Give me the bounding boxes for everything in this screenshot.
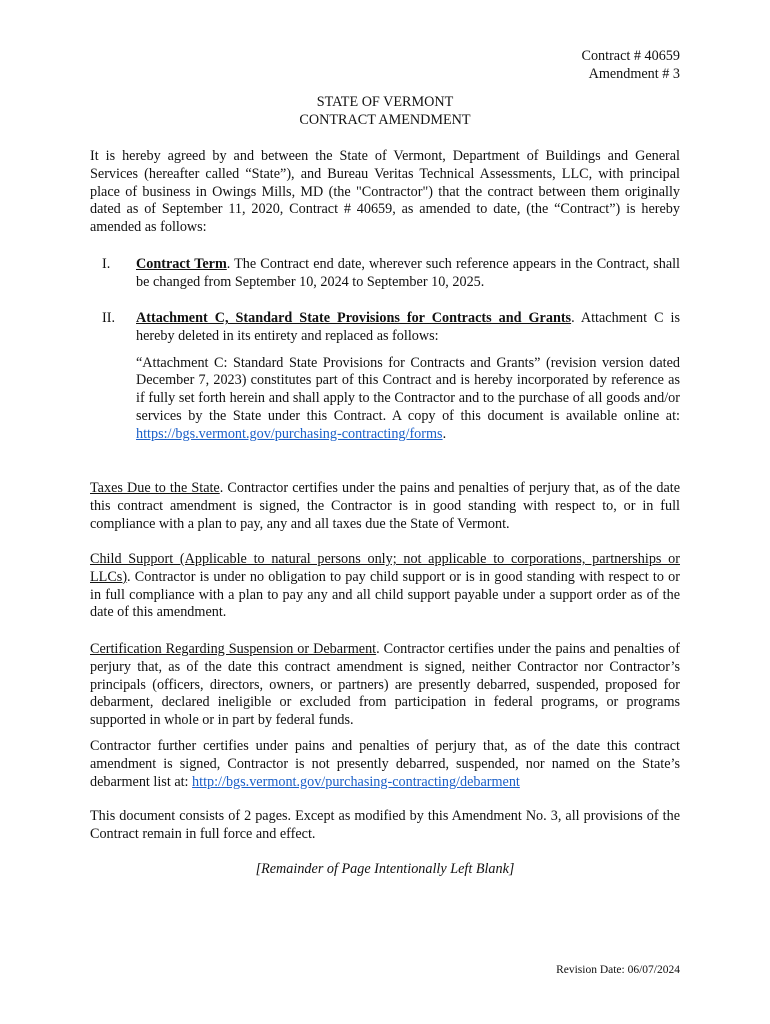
child-support-text: . Contractor is under no obligation to pay child support or is in good standing with respect to or in full compliance with a plan to pay any and all child support payable under a support order as of the date of this amendment. — [90, 568, 680, 621]
debarment-paragraph — [90, 641, 680, 730]
quote-text: “Attachment C: Standard State Provisions for Contracts and Grants” (revision version dated December 7, 2023) constitutes part of this Contract and is hereby incorporated by reference as if fully set forth herein and shall apply to the Contractor and to the purchase of all goods and/or services by the State under this Contract. A copy of this document is available online at: — [136, 354, 680, 424]
item-numeral: I. — [102, 256, 111, 272]
child-support-paragraph — [90, 551, 680, 622]
debarment-link[interactable]: http://bgs.vermont.gov/purchasing-contracting/debarment — [192, 773, 520, 790]
item-contract-term — [90, 256, 680, 292]
debarment-text: . Contractor certifies under the pains and penalties of perjury that, as of the date this contract amendment is signed, neither Contractor nor Contractor’s principals (officers, directors, owners, or partners) are presently debarred, suspended, proposed for debarment, declared ineligible or excluded from participation in federal programs, or programs supported in whole or in part by federal funds. — [90, 641, 680, 729]
forms-link[interactable]: https://bgs.vermont.gov/purchasing-contracting/forms — [136, 425, 443, 442]
revision-date: Revision Date: 06/07/2024 — [556, 964, 680, 976]
item-heading: Contract Term — [136, 256, 227, 272]
quote-end: . — [442, 425, 447, 442]
debarment-heading: Certification Regarding Suspension or Debarment — [90, 641, 377, 657]
taxes-heading: Taxes Due to the State — [90, 480, 220, 496]
item-text: . The Contract end date, wherever such reference appears in the Contract, shall be changed from September 10, 2024 to September 10, 2025. — [136, 256, 680, 290]
closing-paragraph: This document consists of 2 pages. Except as modified by this Amendment No. 3, all provisions of the Contract remain in full force and effect. — [90, 808, 680, 842]
further-certification-paragraph — [90, 738, 680, 791]
contract-header — [581, 48, 680, 84]
amendment-number: Amendment # 3 — [588, 65, 680, 82]
item-body — [136, 256, 680, 292]
title-line-2: CONTRACT AMENDMENT — [299, 111, 471, 128]
item-heading: Attachment C, Standard State Provisions for Contracts and Grants — [136, 310, 572, 326]
child-support-heading: Child Support (Applicable to natural persons only; not applicable to corporations, partnerships or LLCs) — [90, 551, 680, 585]
intro-paragraph: It is hereby agreed by and between the State of Vermont, Department of Buildings and General Services (hereafter called “State”), and Bureau Veritas Technical Assessments, LLC, with principal place of business in Owings Mills, MD (the "Contractor") that the contract between them originally dated as of September 11, 2020, Contract # 40659, as amended to date, (the “Contract”) is hereby amended as follows: — [90, 148, 680, 236]
contract-number: Contract # 40659 — [581, 48, 680, 64]
item-numeral: II. — [102, 310, 115, 326]
document-title — [0, 94, 770, 130]
further-text: Contractor further certifies under pains and penalties of perjury that, as of the date this contract amendment is signed, Contractor is not presently debarred, suspended, nor named on the State’s debarment list at: — [90, 738, 680, 790]
attachment-c-quote — [136, 355, 680, 444]
title-line-1: STATE OF VERMONT — [316, 94, 454, 110]
item-text: . Attachment C is hereby deleted in its entirety and replaced as follows: — [136, 310, 681, 344]
taxes-text: . Contractor certifies under the pains and penalties of perjury that, as of the date this contract amendment is signed, the Contractor is in good standing with respect to, or in full compliance with a plan to pay, any and all taxes due the State of Vermont. — [90, 480, 680, 532]
item-attachment-c — [90, 310, 680, 444]
remainder-note: [Remainder of Page Intentionally Left Blank] — [255, 861, 515, 877]
item-body — [136, 310, 680, 346]
taxes-paragraph — [90, 480, 680, 533]
